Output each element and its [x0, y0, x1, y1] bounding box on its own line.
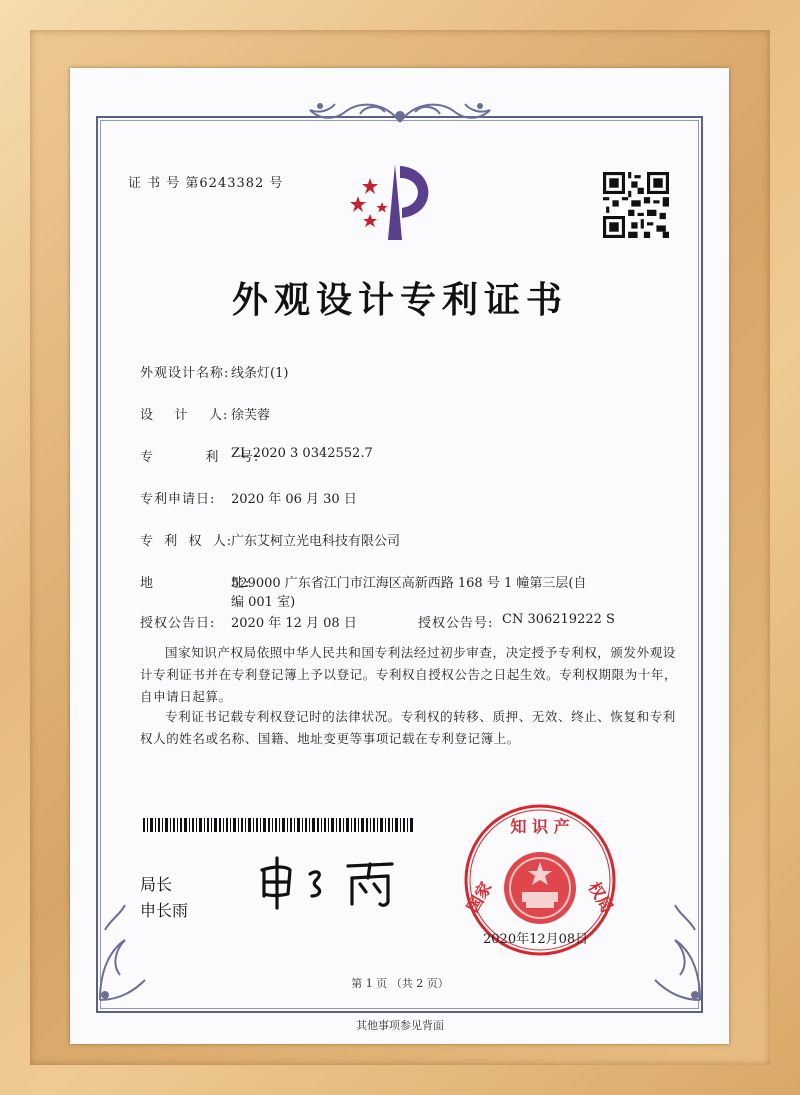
field-value-announcement-number: CN 306219222 S — [502, 612, 615, 627]
seal-lettering: 知 识 产 — [510, 817, 570, 836]
footer-note: 其他事项参见背面 — [356, 1019, 444, 1032]
handwritten-signature-icon — [252, 852, 412, 912]
legal-status-paragraph: 专利证书记载专利权登记时的法律状况。专利权的转移、质押、无效、终止、恢复和专利权人的姓名或名称、国籍、地址变更等事项记载在专利登记簿上。 — [140, 709, 676, 746]
seal-date: 2020年12月08日 — [483, 932, 589, 947]
signatory-name: 申长雨 — [140, 901, 189, 920]
field-value-address: 529000 广东省江门市江海区高新西路 168 号 1 幢第三层(自 — [231, 576, 587, 591]
field-value-design-name: 线条灯(1) — [231, 366, 289, 381]
field-label-designer: 设 计 人: — [140, 408, 229, 423]
field-label-patent-number: 专 利 号: — [140, 450, 260, 465]
qr-code-icon — [603, 172, 669, 238]
grant-statement-paragraph: 国家知识产权局依照中华人民共和国专利法经过初步审查，决定授予专利权，颁发外观设计专利证书并在专利登记簿上予以登记。专利权自授权公告之日起生效。专利权期限为十年，自申请日起算。 — [140, 645, 678, 704]
field-label-patentee: 专 利 权 人: — [140, 534, 233, 549]
field-value-application-date: 2020 年 06 月 30 日 — [231, 492, 357, 507]
bottom-right-ornament-icon — [640, 890, 710, 1010]
field-value-address-line2: 编 001 室) — [231, 595, 296, 610]
field-label-grant-date: 授权公告日: — [140, 616, 216, 631]
svg-text:国家: 国家 — [463, 878, 496, 916]
certificate-number: 证 书 号 第6243382 号 — [128, 176, 284, 191]
field-value-patentee: 广东艾柯立光电科技有限公司 — [231, 534, 401, 549]
field-label-design-name: 外观设计名称: — [140, 366, 230, 381]
field-label-application-date: 专利申请日: — [140, 492, 216, 507]
certificate-title: 外观设计专利证书 — [231, 279, 568, 321]
page-indicator: 第 1 页 （共 2 页） — [351, 977, 449, 990]
top-ornament-icon — [290, 92, 510, 134]
svg-text:权局: 权局 — [584, 878, 617, 916]
field-label-address: 地 址: — [140, 576, 251, 591]
field-value-patent-number: ZL 2020 3 0342552.7 — [231, 446, 373, 461]
signatory-title: 局长 — [140, 875, 173, 894]
field-value-designer: 徐芙蓉 — [231, 408, 271, 423]
barcode-icon — [143, 818, 415, 832]
patent-office-logo-icon — [340, 158, 450, 248]
field-value-grant-date: 2020 年 12 月 08 日 — [231, 616, 357, 631]
field-label-announcement-number: 授权公告号: — [418, 616, 494, 631]
